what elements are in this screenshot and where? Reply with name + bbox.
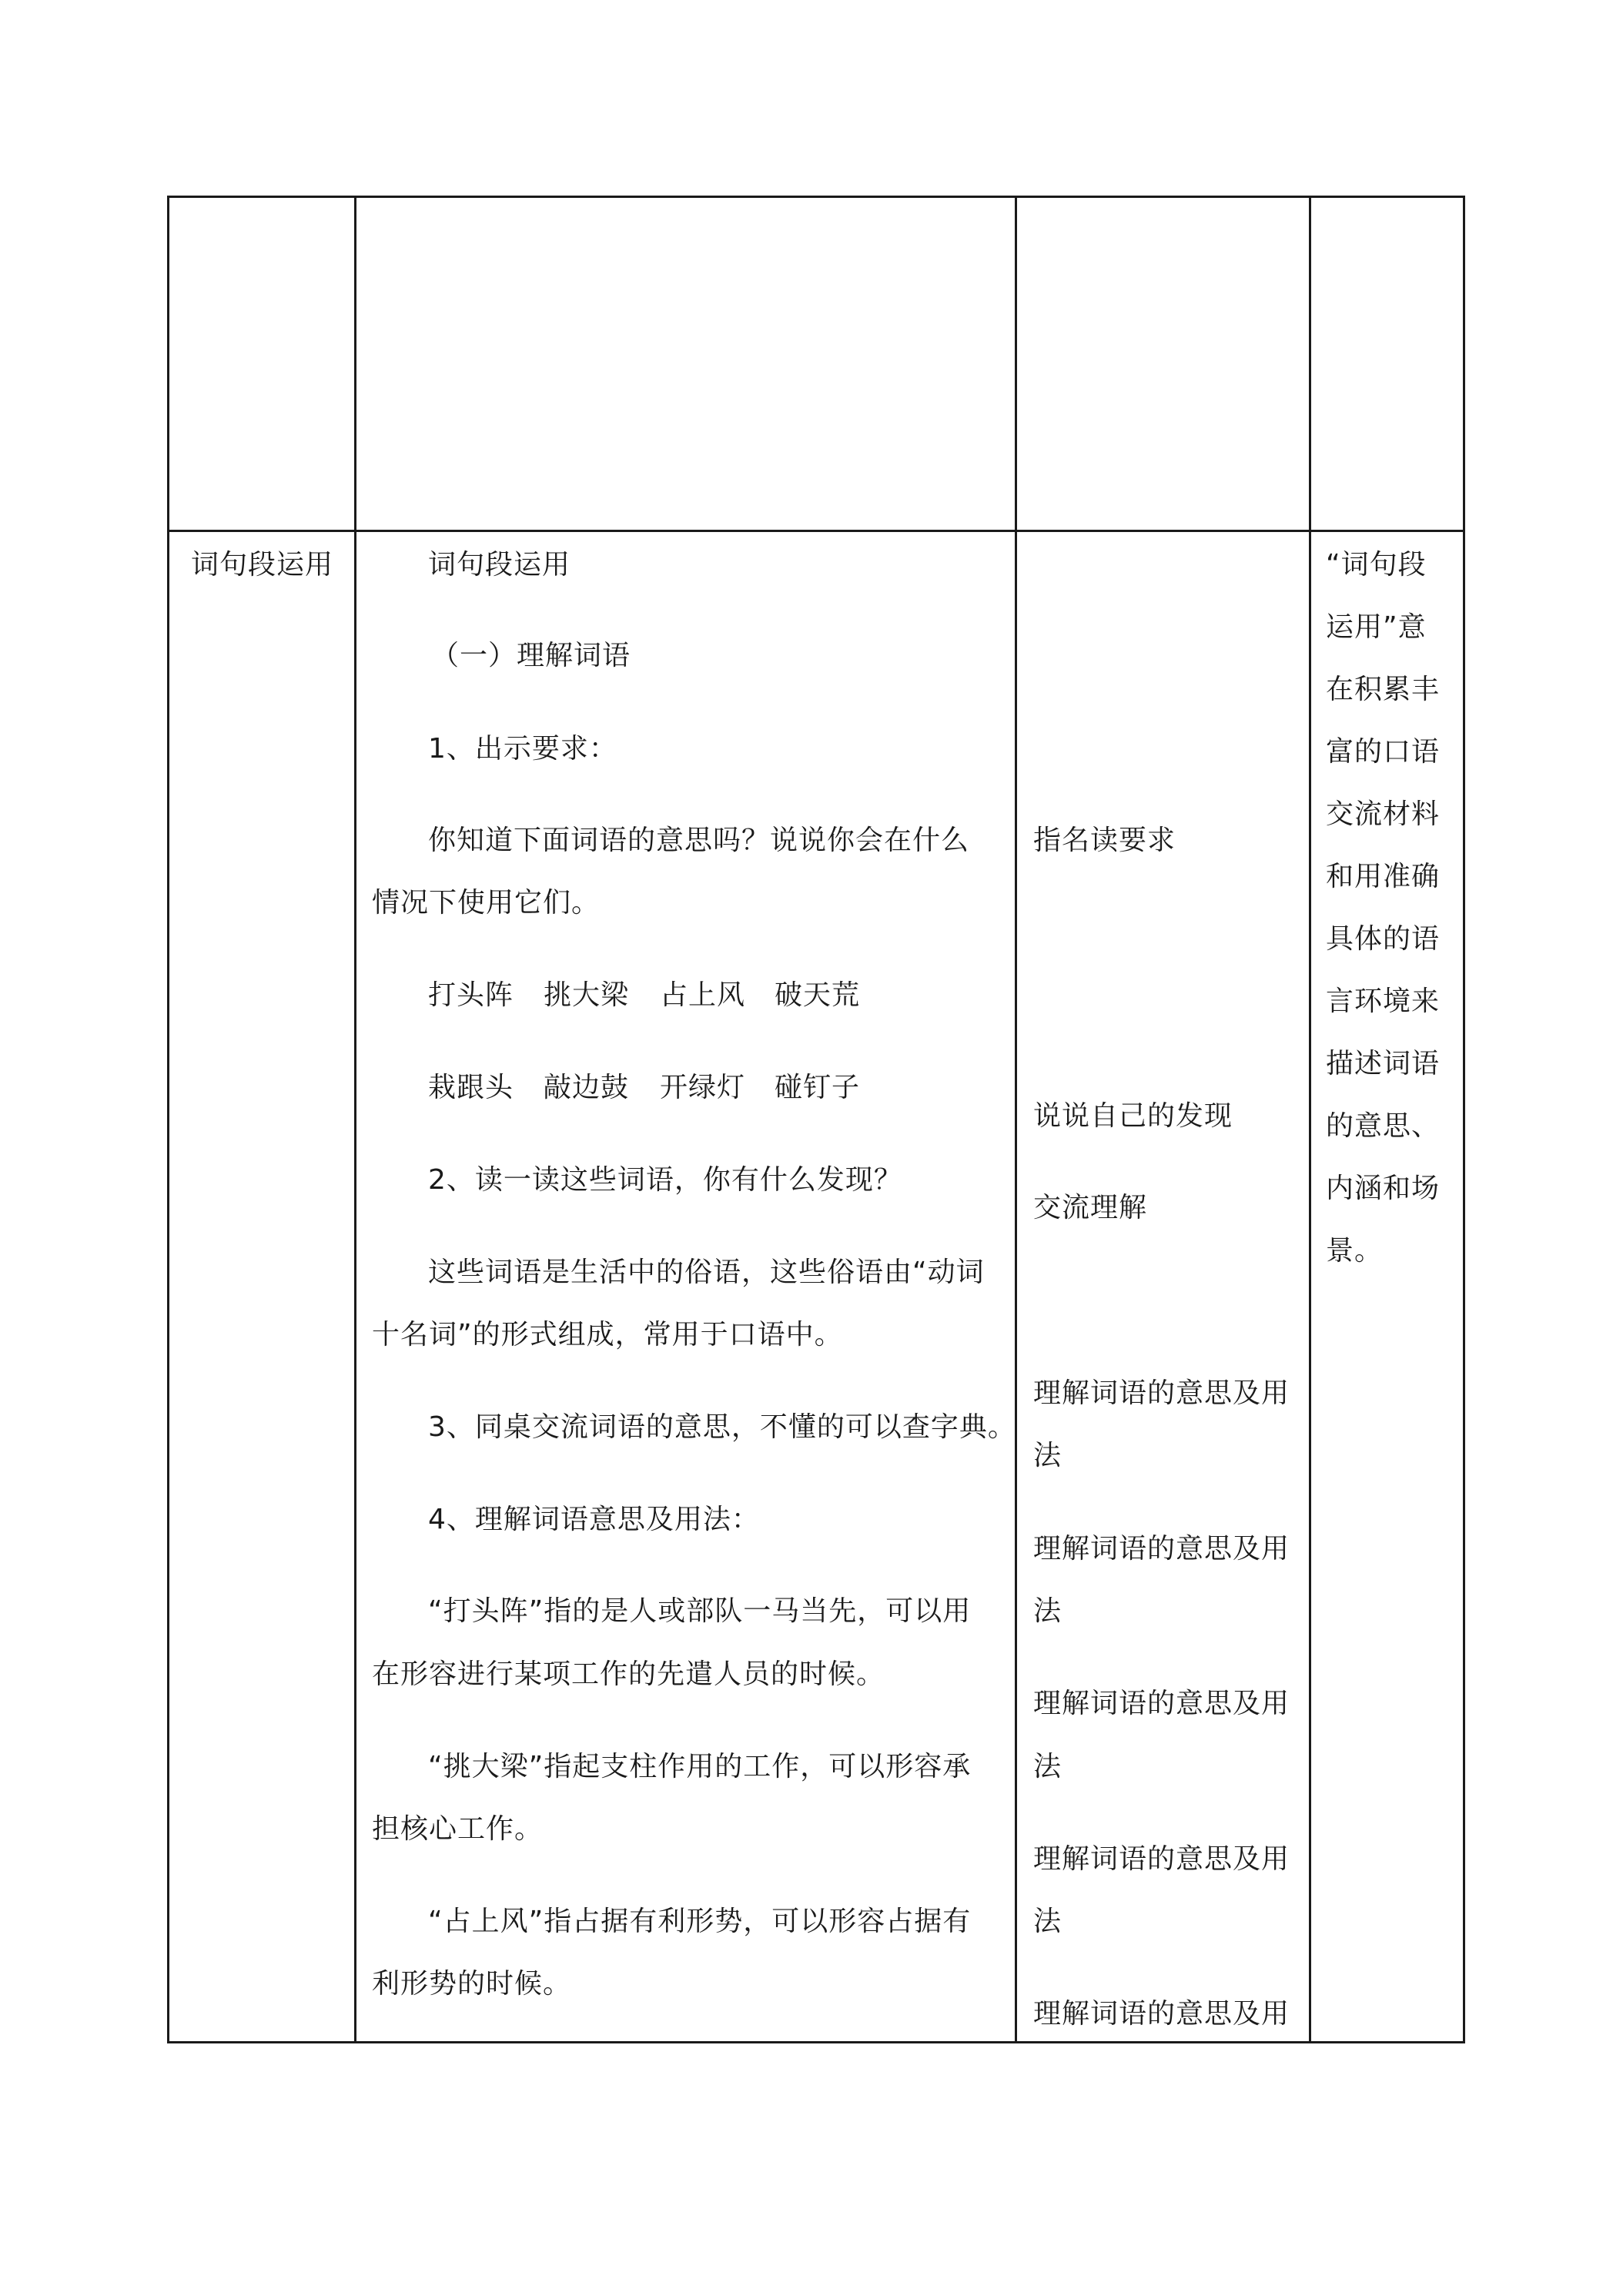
section-label: 词句段运用 bbox=[191, 549, 334, 581]
student-activity: 理解词语的意思及用 bbox=[1033, 1998, 1290, 2030]
content-heading: 词句段运用 bbox=[428, 549, 571, 581]
design-intent-line: “词句段 bbox=[1326, 549, 1427, 581]
table-col-divider-2 bbox=[1015, 196, 1017, 2043]
design-intent-line: 在积累丰 bbox=[1326, 674, 1441, 705]
step2-title: 2、读一读这些词语，你有什么发现？ bbox=[428, 1164, 902, 1196]
table-col-divider-3 bbox=[1309, 196, 1311, 2043]
step1-text-line1: 你知道下面词语的意思吗？说说你会在什么 bbox=[428, 825, 970, 856]
student-activity: 指名读要求 bbox=[1033, 825, 1176, 856]
word-item: 破天荒 bbox=[775, 979, 861, 1011]
design-intent-line: 具体的语 bbox=[1326, 923, 1441, 955]
word-item: 占上风 bbox=[660, 979, 746, 1011]
step2-text-line1: 这些词语是生活中的俗语，这些俗语由“动词 bbox=[428, 1257, 985, 1288]
explain1-line2: 在形容进行某项工作的先遣人员的时候。 bbox=[372, 1658, 885, 1690]
step2-text-line2: 十名词”的形式组成，常用于口语中。 bbox=[372, 1319, 843, 1350]
table-right-border bbox=[1463, 196, 1465, 2043]
word-item: 挑大梁 bbox=[544, 979, 630, 1011]
word-item: 敲边鼓 bbox=[544, 1072, 630, 1103]
design-intent-line: 交流材料 bbox=[1326, 798, 1441, 830]
step1-title: 1、出示要求： bbox=[428, 733, 617, 765]
student-activity: 交流理解 bbox=[1033, 1192, 1148, 1223]
table-top-border bbox=[167, 196, 1465, 198]
design-intent-line: 的意思、 bbox=[1326, 1110, 1441, 1142]
design-intent-line: 描述词语 bbox=[1326, 1048, 1441, 1079]
student-activity: 理解词语的意思及用 bbox=[1033, 1688, 1290, 1719]
explain3-line1: “占上风”指占据有利形势，可以形容占据有 bbox=[428, 1906, 972, 1937]
design-intent-line: 运用”意 bbox=[1326, 611, 1427, 643]
table-row-divider bbox=[167, 530, 1465, 532]
word-item: 开绿灯 bbox=[660, 1072, 746, 1103]
design-intent-line: 景。 bbox=[1326, 1235, 1384, 1267]
student-activity: 理解词语的意思及用 bbox=[1033, 1377, 1290, 1409]
table-left-border bbox=[167, 196, 169, 2043]
explain2-line2: 担核心工作。 bbox=[372, 1813, 544, 1845]
step3-title: 3、同桌交流词语的意思，不懂的可以查字典。 bbox=[428, 1411, 1016, 1443]
design-intent-line: 富的口语 bbox=[1326, 736, 1441, 768]
student-activity: 理解词语的意思及用 bbox=[1033, 1843, 1290, 1875]
design-intent-line: 言环境来 bbox=[1326, 986, 1441, 1017]
student-activity: 法 bbox=[1033, 1595, 1062, 1627]
explain3-line2: 利形势的时候。 bbox=[372, 1968, 572, 2000]
step4-title: 4、理解词语意思及用法： bbox=[428, 1504, 760, 1535]
word-item: 打头阵 bbox=[428, 979, 514, 1011]
student-activity: 理解词语的意思及用 bbox=[1033, 1533, 1290, 1565]
student-activity: 法 bbox=[1033, 1440, 1062, 1471]
explain2-line1: “挑大梁”指起支柱作用的工作，可以形容承 bbox=[428, 1751, 972, 1782]
design-intent-line: 和用准确 bbox=[1326, 861, 1441, 892]
student-activity: 法 bbox=[1033, 1751, 1062, 1782]
student-activity: 法 bbox=[1033, 1906, 1062, 1937]
word-item: 栽跟头 bbox=[428, 1072, 514, 1103]
table-bottom-border bbox=[167, 2041, 1465, 2043]
design-intent-line: 内涵和场 bbox=[1326, 1173, 1441, 1204]
table-col-divider-1 bbox=[354, 196, 356, 2043]
student-activity: 说说自己的发现 bbox=[1033, 1100, 1233, 1132]
explain1-line1: “打头阵”指的是人或部队一马当先，可以用 bbox=[428, 1595, 972, 1627]
word-item: 碰钉子 bbox=[775, 1072, 861, 1103]
step1-text-line2: 情况下使用它们。 bbox=[372, 887, 601, 919]
content-sub-heading: （一）理解词语 bbox=[431, 640, 631, 671]
